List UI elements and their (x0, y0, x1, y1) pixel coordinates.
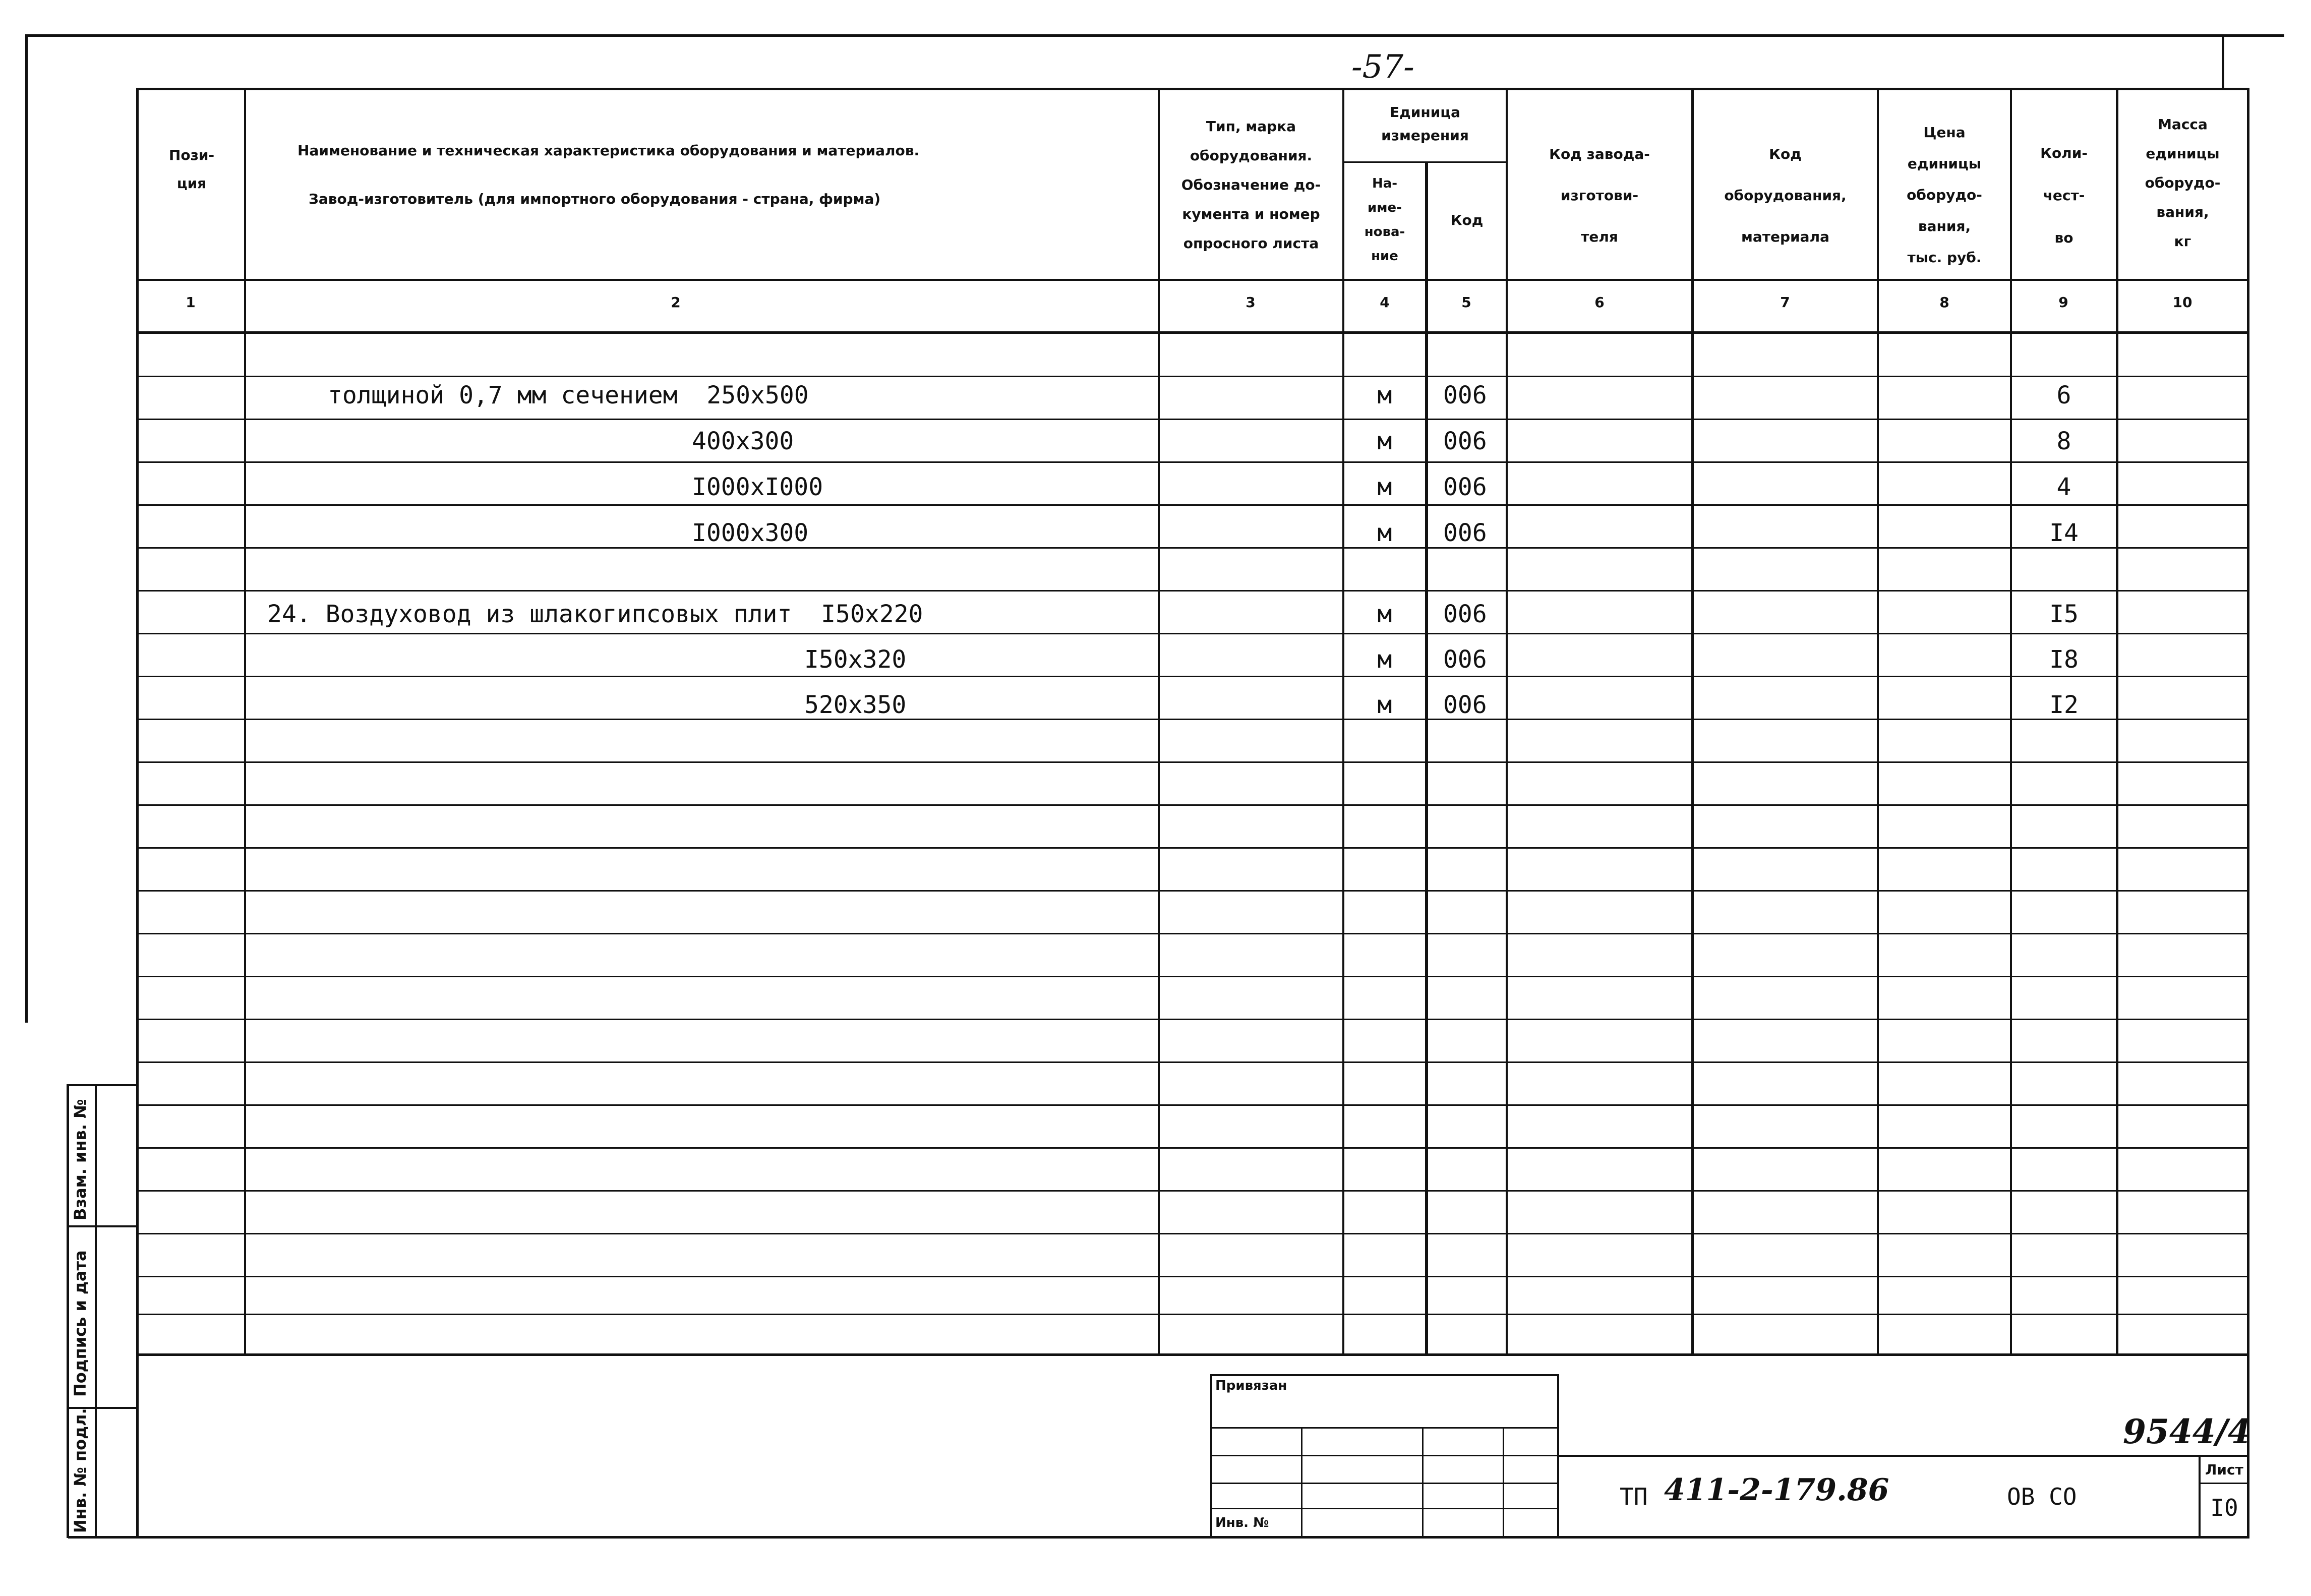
side-stamp-inv-podl: Инв. № подл. (71, 1408, 90, 1533)
page-number: -57- (1351, 48, 1414, 86)
table-row-name: I50х320 (804, 645, 907, 674)
column-number-3: 3 (1246, 294, 1256, 311)
column-number-8: 8 (1939, 294, 1949, 311)
header-position: Пози- ция (168, 147, 215, 192)
column-number-7: 7 (1780, 294, 1790, 311)
colnum-bottom-line (136, 331, 2249, 334)
privyazan-label: Привязан (1215, 1378, 1287, 1393)
row-line (136, 890, 2249, 892)
row-line (136, 1314, 2249, 1315)
table-bottom-border (68, 1536, 2249, 1539)
row-line (136, 1190, 2249, 1192)
col-divider-2 (1158, 88, 1160, 1356)
col-divider-9 (2116, 88, 2118, 1356)
outer-frame-top (25, 34, 2284, 37)
row-line (136, 1019, 2249, 1020)
side-stamp-vzam-inv: Взам. инв. № (71, 1099, 90, 1220)
row-line (136, 676, 2249, 677)
side-stamp-right (95, 1084, 97, 1538)
table-row-code: 006 (1443, 519, 1487, 547)
col-divider-6 (1691, 88, 1694, 1356)
side-stamp-signature-date: Подпись и дата (71, 1250, 90, 1397)
column-number-6: 6 (1594, 294, 1605, 311)
header-quantity: Коли- чест- во (2040, 145, 2088, 246)
doc-section: ОВ СО (2007, 1483, 2077, 1510)
row-line (136, 761, 2249, 763)
privyazan-row (1210, 1483, 1558, 1484)
table-row-unit: м (1377, 645, 1392, 674)
row-line (136, 633, 2249, 634)
column-number-10: 10 (2172, 294, 2193, 311)
header-mass: Масса единицы оборудо- вания, кг (2145, 116, 2221, 250)
privyazan-row (1210, 1455, 1558, 1456)
row-line (136, 804, 2249, 806)
table-row-qty: 4 (2056, 473, 2071, 501)
row-line (136, 1104, 2249, 1106)
table-row-qty: I2 (2049, 691, 2079, 719)
doc-number: 411-2-179.86 (1664, 1472, 1889, 1508)
header-bottom-line (136, 279, 2249, 281)
table-row-unit: м (1377, 381, 1392, 409)
table-row-qty: 8 (2056, 427, 2071, 455)
table-row-code: 006 (1443, 645, 1487, 674)
header-price: Цена единицы оборудо- вания, тыс. руб. (1907, 124, 1982, 266)
table-row-name: 400х300 (692, 427, 794, 455)
inv-number-label: Инв. № (1215, 1515, 1269, 1530)
doc-prefix: ТП (1620, 1483, 1648, 1510)
column-number-5: 5 (1461, 294, 1471, 311)
privyazan-row (1210, 1427, 1558, 1429)
title-block-top (1558, 1455, 2249, 1457)
column-number-1: 1 (186, 294, 196, 311)
header-name-line1: Наименование и техническая характеристика оборудования и материалов. (298, 142, 920, 159)
row-line (136, 1276, 2249, 1277)
table-row-code: 006 (1443, 691, 1487, 719)
row-line (136, 933, 2249, 934)
table-row-name: I000х300 (692, 519, 809, 547)
privyazan-col (1503, 1427, 1504, 1537)
table-row-code: 006 (1443, 473, 1487, 501)
row-line (136, 1147, 2249, 1149)
table-row-name: 24. Воздуховод из шлакогипсовых плит I50х220 (267, 600, 923, 628)
table-row-unit: м (1377, 519, 1392, 547)
header-type: Тип, марка оборудования. Обозначение до- кумента и номер опросного листа (1181, 118, 1321, 252)
table-row-qty: I4 (2049, 519, 2079, 547)
header-unit-code: Код (1450, 212, 1484, 228)
row-line (136, 847, 2249, 849)
table-row-unit: м (1377, 473, 1392, 501)
side-stamp-divider (67, 1225, 137, 1227)
header-factory-code: Код завода- изготови- теля (1549, 146, 1650, 245)
col-divider-8 (2010, 88, 2012, 1356)
row-line (136, 504, 2249, 506)
row-line (136, 461, 2249, 463)
header-equipment-code: Код оборудования, материала (1724, 146, 1847, 245)
row-line (136, 376, 2249, 377)
privyazan-col (1422, 1427, 1424, 1537)
col-divider-1 (244, 88, 246, 1356)
table-row-unit: м (1377, 691, 1392, 719)
table-row-code: 006 (1443, 381, 1487, 409)
table-row-unit: м (1377, 427, 1392, 455)
table-row-qty: I8 (2049, 645, 2079, 674)
col-divider-5 (1506, 88, 1508, 1356)
row-line (136, 1061, 2249, 1063)
privyazan-row (1210, 1508, 1558, 1509)
table-row-name: 520х350 (804, 691, 907, 719)
col-divider-4 (1425, 161, 1428, 1356)
frame-right-tick (2222, 34, 2224, 90)
row-line (136, 719, 2249, 720)
row-line (136, 590, 2249, 592)
table-body-bottom (136, 1353, 2249, 1356)
table-row-qty: I5 (2049, 600, 2079, 628)
col-divider-3 (1342, 88, 1344, 1356)
table-row-unit: м (1377, 600, 1392, 628)
header-unit-name: На- име- нова- ние (1364, 176, 1405, 264)
row-line (136, 419, 2249, 420)
header-unit-group: Единица измерения (1381, 104, 1469, 144)
table-row-name: I000хI000 (692, 473, 823, 501)
header-name-line2: Завод-изготовитель (для импортного оборудования - страна, фирма) (309, 191, 881, 207)
column-number-9: 9 (2058, 294, 2068, 311)
row-line (136, 1233, 2249, 1234)
table-row-qty: 6 (2056, 381, 2071, 409)
table-row-code: 006 (1443, 427, 1487, 455)
sheet-box-divider (2199, 1483, 2249, 1484)
sheet-label: Лист (2205, 1461, 2243, 1478)
table-left-border (136, 88, 139, 1538)
table-row-code: 006 (1443, 600, 1487, 628)
row-line (136, 547, 2249, 549)
side-stamp-divider (67, 1084, 137, 1086)
outer-frame-left (25, 34, 28, 1023)
archive-number: 9544/4 (2123, 1412, 2251, 1451)
col-divider-7 (1877, 88, 1879, 1356)
table-row-name: толщиной 0,7 мм сечением 250х500 (328, 381, 809, 409)
table-right-border (2247, 88, 2249, 1538)
side-stamp-left (67, 1084, 69, 1538)
table-top-border (136, 88, 2249, 90)
unit-group-divider (1342, 161, 1507, 163)
privyazan-col (1301, 1427, 1302, 1537)
row-line (136, 976, 2249, 977)
sheet-number: I0 (2210, 1494, 2238, 1521)
column-number-4: 4 (1380, 294, 1390, 311)
column-number-2: 2 (671, 294, 681, 311)
